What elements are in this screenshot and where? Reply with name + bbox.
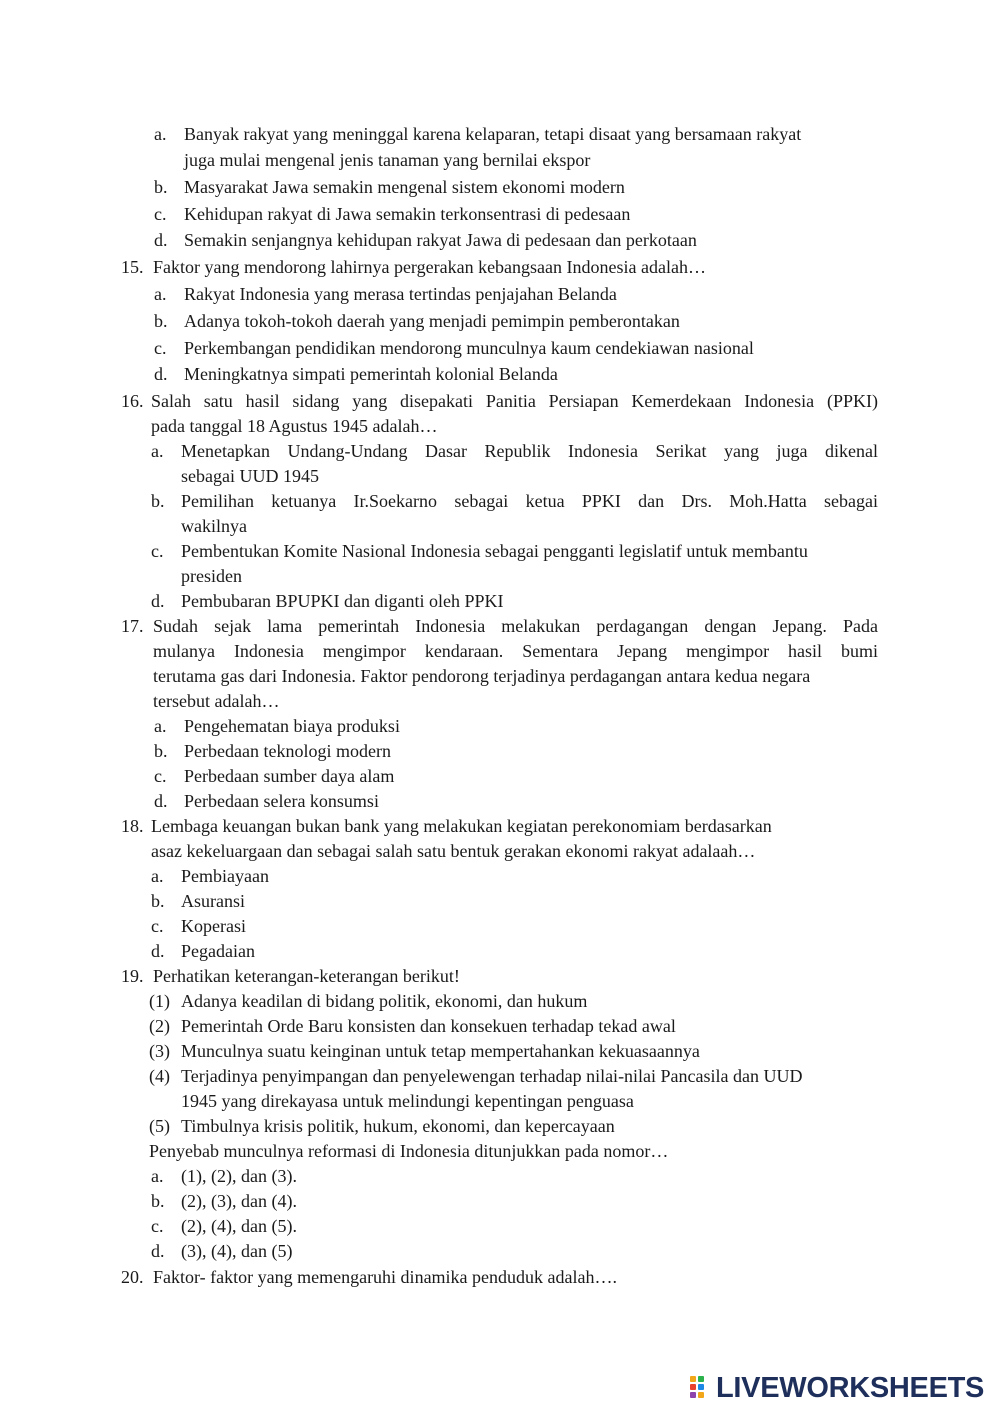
- q18-text-line2: asaz kekeluargaan dan sebagai salah satu bentuk gerakan ekonomi rakyat adalaah…: [151, 841, 756, 861]
- q18-option-a-letter: a.: [151, 866, 164, 886]
- q18-option-d: Pegadaian: [181, 941, 255, 961]
- q16-option-a-letter: a.: [151, 441, 164, 461]
- q19-statement-1-number: (1): [149, 991, 170, 1011]
- q16-number: 16.: [121, 391, 144, 411]
- q19-statement-4-number: (4): [149, 1066, 170, 1086]
- q15-option-d: Meningkatnya simpati pemerintah kolonial Belanda: [184, 364, 558, 384]
- q20-number: 20.: [121, 1267, 144, 1287]
- q18-option-c-letter: c.: [151, 916, 164, 936]
- q19-number: 19.: [121, 966, 144, 986]
- q14-option-c: Kehidupan rakyat di Jawa semakin terkonsentrasi di pedesaan: [184, 204, 631, 224]
- q19-statement-2: Pemerintah Orde Baru konsisten dan konsekuen terhadap tekad awal: [181, 1016, 676, 1036]
- liveworksheets-logo-icon: [690, 1374, 712, 1402]
- q19-statement-4-line2: 1945 yang direkayasa untuk melindungi kepentingan penguasa: [181, 1091, 634, 1111]
- q18-option-d-letter: d.: [151, 941, 165, 961]
- q17-option-b: Perbedaan teknologi modern: [184, 741, 391, 761]
- q18-option-c: Koperasi: [181, 916, 246, 936]
- q17-option-a-letter: a.: [154, 716, 167, 736]
- liveworksheets-logo: [690, 1373, 984, 1403]
- q17-text-line2: mulanya Indonesia mengimpor kendaraan. Sementara Jepang mengimpor hasil bumi: [153, 641, 878, 661]
- q14-option-d: Semakin senjangnya kehidupan rakyat Jawa di pedesaan dan perkotaan: [184, 230, 697, 250]
- q16-text-line2: pada tanggal 18 Agustus 1945 adalah…: [151, 416, 438, 436]
- q19-statement-3: Munculnya suatu keinginan untuk tetap mempertahankan kekuasaannya: [181, 1041, 700, 1061]
- q16-option-b-line1: Pemilihan ketuanya Ir.Soekarno sebagai ketua PPKI dan Drs. Moh.Hatta sebagai: [181, 491, 878, 511]
- q17-text-line1: Sudah sejak lama pemerintah Indonesia melakukan perdagangan dengan Jepang. Pada: [153, 616, 878, 636]
- q19-statement-5-number: (5): [149, 1116, 170, 1136]
- q16-option-d-letter: d.: [151, 591, 165, 611]
- q19-option-a: (1), (2), dan (3).: [181, 1166, 297, 1186]
- q19-statement-4-line1: Terjadinya penyimpangan dan penyelewengan terhadap nilai-nilai Pancasila dan UUD: [181, 1066, 803, 1086]
- q20-text: Faktor- faktor yang memengaruhi dinamika penduduk adalah….: [153, 1267, 618, 1287]
- q14-option-c-letter: c.: [154, 204, 167, 224]
- q15-text: Faktor yang mendorong lahirnya pergerakan kebangsaan Indonesia adalah…: [153, 257, 706, 277]
- q16-option-a-line1: Menetapkan Undang-Undang Dasar Republik Indonesia Serikat yang juga dikenal: [181, 441, 878, 461]
- q16-text-line1: Salah satu hasil sidang yang disepakati Panitia Persiapan Kemerdekaan Indonesia (PPKI): [151, 391, 878, 411]
- q19-statement-1: Adanya keadilan di bidang politik, ekonomi, dan hukum: [181, 991, 588, 1011]
- q18-option-b: Asuransi: [181, 891, 245, 911]
- q14-option-a-letter: a.: [154, 124, 167, 144]
- q19-option-b-letter: b.: [151, 1191, 165, 1211]
- q16-option-a-line2: sebagai UUD 1945: [181, 466, 319, 486]
- q19-option-b: (2), (3), dan (4).: [181, 1191, 297, 1211]
- q16-option-b-letter: b.: [151, 491, 165, 511]
- q16-option-c-line2: presiden: [181, 566, 242, 586]
- q19-option-d-letter: d.: [151, 1241, 165, 1261]
- q18-number: 18.: [121, 816, 144, 836]
- q19-option-a-letter: a.: [151, 1166, 164, 1186]
- q19-statement-5: Timbulnya krisis politik, hukum, ekonomi, dan kepercayaan: [181, 1116, 615, 1136]
- q14-option-b: Masyarakat Jawa semakin mengenal sistem ekonomi modern: [184, 177, 625, 197]
- q14-option-d-letter: d.: [154, 230, 168, 250]
- q19-option-d: (3), (4), dan (5): [181, 1241, 293, 1261]
- q17-text-line3: terutama gas dari Indonesia. Faktor pendorong terjadinya perdagangan antara kedua negara: [153, 666, 811, 686]
- q15-option-c-letter: c.: [154, 338, 167, 358]
- q17-option-c: Perbedaan sumber daya alam: [184, 766, 395, 786]
- q17-text-line4: tersebut adalah…: [153, 691, 280, 711]
- q17-number: 17.: [121, 616, 144, 636]
- q16-option-d: Pembubaran BPUPKI dan diganti oleh PPKI: [181, 591, 504, 611]
- q18-option-b-letter: b.: [151, 891, 165, 911]
- q17-option-b-letter: b.: [154, 741, 168, 761]
- q19-option-c-letter: c.: [151, 1216, 164, 1236]
- q17-option-a: Pengehematan biaya produksi: [184, 716, 400, 736]
- q16-option-c-letter: c.: [151, 541, 164, 561]
- q19-option-c: (2), (4), dan (5).: [181, 1216, 297, 1236]
- liveworksheets-logo-text: LIVEWORKSHEETS: [716, 1371, 985, 1404]
- q16-option-b-line2: wakilnya: [181, 516, 247, 536]
- q14-option-b-letter: b.: [154, 177, 168, 197]
- q14-option-a-line2: juga mulai mengenal jenis tanaman yang bernilai ekspor: [184, 150, 591, 170]
- q15-option-c: Perkembangan pendidikan mendorong munculnya kaum cendekiawan nasional: [184, 338, 754, 358]
- q15-option-b: Adanya tokoh-tokoh daerah yang menjadi pemimpin pemberontakan: [184, 311, 680, 331]
- q15-option-a-letter: a.: [154, 284, 167, 304]
- q17-option-d: Perbedaan selera konsumsi: [184, 791, 379, 811]
- q17-option-c-letter: c.: [154, 766, 167, 786]
- q15-number: 15.: [121, 257, 144, 277]
- q16-option-c-line1: Pembentukan Komite Nasional Indonesia sebagai pengganti legislatif untuk membantu: [181, 541, 808, 561]
- q19-text: Perhatikan keterangan-keterangan berikut!: [153, 966, 460, 986]
- q15-option-b-letter: b.: [154, 311, 168, 331]
- q17-option-d-letter: d.: [154, 791, 168, 811]
- q14-option-a-line1: Banyak rakyat yang meninggal karena kelaparan, tetapi disaat yang bersamaan rakyat: [184, 124, 802, 144]
- q18-option-a: Pembiayaan: [181, 866, 269, 886]
- q15-option-a: Rakyat Indonesia yang merasa tertindas penjajahan Belanda: [184, 284, 617, 304]
- q19-statement-2-number: (2): [149, 1016, 170, 1036]
- q18-text-line1: Lembaga keuangan bukan bank yang melakukan kegiatan perekonomiam berdasarkan: [151, 816, 772, 836]
- q19-statement-3-number: (3): [149, 1041, 170, 1061]
- q15-option-d-letter: d.: [154, 364, 168, 384]
- q19-prompt: Penyebab munculnya reformasi di Indonesia ditunjukkan pada nomor…: [149, 1141, 669, 1161]
